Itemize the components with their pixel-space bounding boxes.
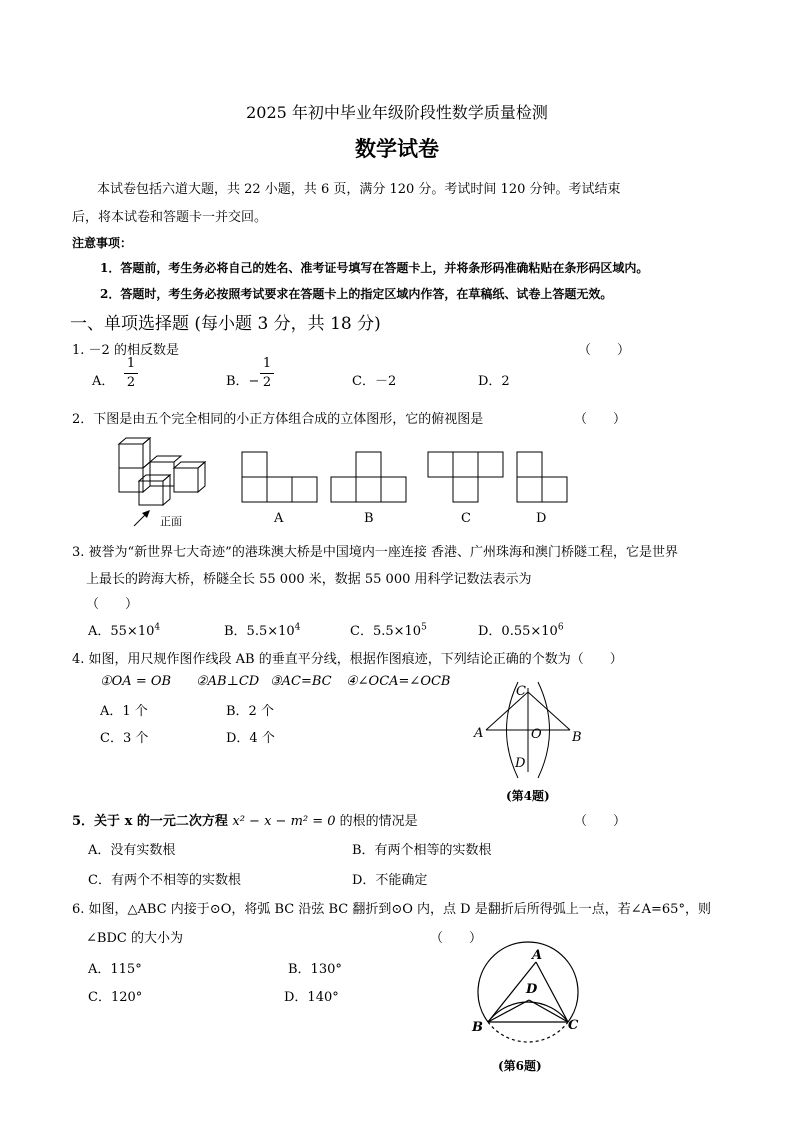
q3-d-exp: 6: [557, 622, 564, 633]
circle-lower-arc-dashed: [488, 1022, 568, 1042]
q1-a-numerator: 1: [126, 356, 136, 371]
q3-a-exp: 4: [154, 622, 161, 633]
q1-b-numerator: 1: [262, 356, 272, 371]
q5-stem-post: 的根的情况是: [335, 814, 418, 829]
q2-answer-paren: （ ）: [574, 412, 627, 427]
q2-label-a: A: [274, 511, 284, 526]
q3-a-text: A．55×10: [88, 624, 155, 639]
q4-statement-1: ①OA = OB: [100, 674, 172, 689]
q1-stem: 1. －2 的相反数是: [72, 343, 179, 358]
q1-option-a-label: A．: [92, 374, 115, 389]
q5-option-c: C．有两个不相等的实数根: [88, 873, 241, 888]
q4-fig-label-b: B: [572, 730, 582, 745]
folded-arc: [488, 1002, 568, 1022]
segment-bd: [488, 1000, 529, 1022]
q5-stem-pre: 5．关于 x 的一元二次方程: [72, 814, 233, 829]
q4-statement-4: ④∠OCA=∠OCB: [346, 674, 451, 689]
q5-answer-paren: （ ）: [574, 814, 627, 829]
q4-option-b: B．2 个: [226, 704, 274, 719]
q4-fig-label-c: C: [516, 684, 526, 699]
q3-stem-line-1: 3. 被誉为“新世界七大奇迹”的港珠澳大桥是中国境内一座连接 香港、广州珠海和澳门桥隧工程，它是世界: [72, 545, 678, 560]
q4-caption: (第4题): [506, 789, 550, 803]
q6-fig-label-b: B: [472, 1020, 483, 1035]
q4-fig-label-o: O: [531, 727, 542, 742]
q4-stem: 4. 如图，用尺规作图作线段 AB 的垂直平分线，根据作图痕迹，下列结论正确的个数为（ ）: [72, 652, 623, 667]
q5-option-b: B．有两个相等的实数根: [352, 843, 492, 858]
q4-option-c: C．3 个: [100, 731, 149, 746]
note-1: 1．答题前，考生务必将自己的姓名、准考证号填写在答题卡上，并将条形码准确粘贴在条形码区域内。: [100, 261, 649, 275]
q6-answer-paren: （ ）: [430, 931, 483, 946]
q3-b-text: B．5.5×10: [224, 624, 295, 639]
q2-label-d: D: [536, 511, 547, 526]
intro-line-1: 本试卷包括六道大题，共 22 小题，共 6 页，满分 120 分。考试时间 120 分钟。考试结束: [97, 182, 621, 197]
q2-label-c: C: [461, 511, 471, 526]
q4-fig-label-d: D: [515, 756, 526, 771]
q6-option-a: A．115°: [88, 962, 142, 977]
q3-answer-paren: （ ）: [86, 597, 139, 612]
intro-line-2: 后，将本试卷和答题卡一并交回。: [72, 210, 268, 225]
q4-statement-3: ③AC=BC: [270, 674, 332, 689]
q1-answer-paren: （ ）: [578, 343, 631, 358]
exam-header-title: 2025 年初中毕业年级阶段性数学质量检测: [246, 103, 548, 122]
notes-title: 注意事项：: [72, 236, 133, 250]
q6-option-d: D．140°: [284, 990, 339, 1005]
q3-d-text: D．0.55×10: [478, 624, 558, 639]
q6-fig-label-d: D: [526, 982, 538, 997]
q2-front-label: 正面: [160, 515, 182, 528]
q3-b-exp: 4: [294, 622, 301, 633]
q3-c-exp: 5: [421, 622, 427, 633]
q2-stem: 2．下图是由五个完全相同的小正方体组合成的立体图形，它的俯视图是: [72, 412, 484, 427]
q4-option-d: D．4 个: [226, 731, 275, 746]
section-title: 一、单项选择题 (每小题 3 分，共 18 分): [70, 314, 381, 334]
q4-fig-label-a: A: [474, 726, 484, 741]
q5-option-d: D．不能确定: [352, 873, 428, 888]
q3-c-text: C．5.5×10: [350, 624, 422, 639]
q1-option-c: C．－2: [352, 374, 397, 389]
q6-fig-label-a: A: [532, 948, 543, 963]
note-2: 2．答题时，考生务必按照考试要求在答题卡上的指定区域内作答，在草稿纸、试卷上答题无效。: [100, 287, 613, 301]
q6-caption: (第6题): [498, 1059, 542, 1073]
q3-stem-line-2: 上最长的跨海大桥，桥隧全长 55 000 米，数据 55 000 用科学记数法表示为: [86, 572, 532, 587]
q5-equation: x² − x − m² = 0: [232, 814, 336, 829]
q2-label-b: B: [364, 511, 374, 526]
exam-subject-title: 数学试卷: [355, 136, 439, 161]
q1-a-denominator: 2: [126, 375, 136, 390]
q1-option-b-label: B．−: [226, 374, 260, 389]
q6-fig-label-c: C: [568, 1018, 579, 1033]
q4-statement-2: ②AB⊥CD: [196, 674, 260, 689]
q4-option-a: A．1 个: [100, 704, 148, 719]
q1-b-denominator: 2: [262, 375, 272, 390]
q6-option-c: C．120°: [88, 990, 143, 1005]
q1-option-d: D．2: [478, 374, 510, 389]
q6-option-b: B．130°: [288, 962, 342, 977]
q6-stem-line-1: 6. 如图，△ABC 内接于⊙O，将弧 BC 沿弦 BC 翻折到⊙O 内，点 D 是翻折后所得弧上一点，若∠A=65°，则: [72, 902, 711, 917]
q6-stem-line-2: ∠BDC 的大小为: [86, 931, 183, 946]
q5-option-a: A．没有实数根: [88, 843, 176, 858]
